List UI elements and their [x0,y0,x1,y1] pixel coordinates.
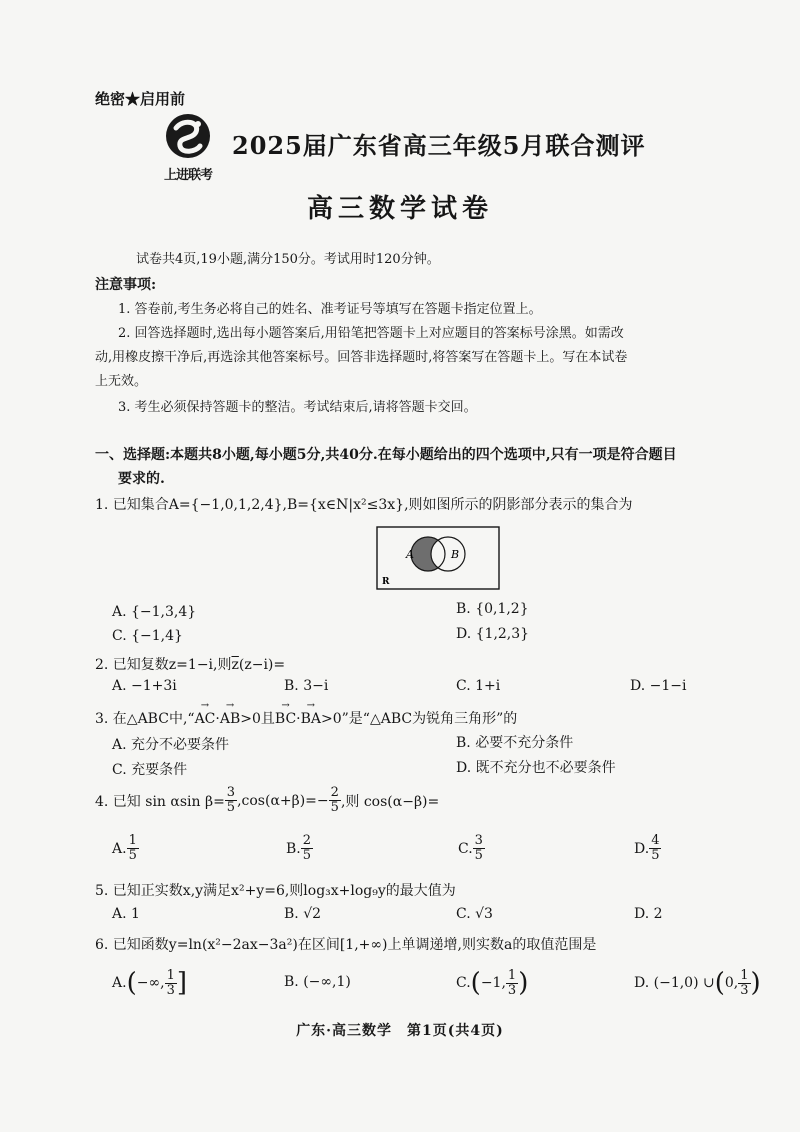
vector-bc: → BC [275,711,296,727]
q4-fraction-1 [225,786,237,815]
q2-option-c: C. 1+i [456,678,501,694]
q3-dot-1: · [215,711,220,727]
fraction-denominator: 5 [651,848,660,863]
fraction-numerator: 1 [128,833,137,848]
option-label: B. [286,840,301,857]
fraction-denominator: 3 [740,982,749,998]
question-5-stem: 5. 已知正实数x,y满足x²+y=6,则log₃x+log₉y的最大值为 [95,883,456,899]
question-2-stem [95,654,285,674]
q4-option-a [112,834,139,863]
exam-logo [158,112,218,184]
fraction-numerator: 1 [740,967,749,983]
interval-bracket: ) [750,968,761,998]
interval-bracket: ] [176,968,187,998]
question-3-stem [95,708,517,728]
q6-option-c [456,968,528,998]
q3-option-d: D. 既不充分也不必要条件 [456,760,616,776]
q3-option-a: A. 充分不必要条件 [112,737,230,753]
q4-fraction-2 [329,786,341,815]
q3-part-3: >0”是“△ABC为锐角三角形”的 [321,711,518,727]
q4-option-c-fraction [473,834,485,863]
option-label: C. [456,975,471,991]
q3-option-c: C. 充要条件 [112,762,188,778]
interval-bracket: ( [470,968,481,998]
interval-text: −1, [480,975,506,991]
vector-ba: → BA [301,711,321,727]
fraction-numerator: 2 [302,833,312,848]
fraction-denominator: 5 [226,800,236,815]
q6-option-a [112,968,187,998]
question-4-stem [95,786,439,815]
q4-part-2: ,cos(α+β)=− [237,792,329,809]
option-label: A. [112,840,127,857]
q1-option-b: B. {0,1,2} [456,601,529,617]
logo-icon [158,112,218,164]
option-label: D. [634,840,650,857]
fraction-denominator: 5 [128,848,137,863]
note-2-line-1: 2. 回答选择题时,选出每小题答案后,用铅笔把答题卡上对应题目的答案标号涂黑。如需改 [118,326,624,341]
venn-label-b: B [451,548,460,561]
q4-option-b-fraction [301,834,313,863]
fraction-denominator: 3 [166,982,175,998]
q6-option-a-fraction [165,969,177,998]
q5-option-a: A. 1 [112,906,140,922]
interval-bracket: ( [126,968,137,998]
q5-option-c: C. √3 [456,906,493,922]
q2-option-a: A. −1+3i [112,678,177,694]
note-2-line-2: 动,用橡皮擦干净后,再选涂其他答案标号。回答非选择题时,将答案写在答题卡上。写在本试卷 [95,350,628,365]
q2-stem-pre: 2. 已知复数z=1−i,则 [95,657,232,673]
q4-option-d [634,834,661,863]
option-label: A. [112,975,127,991]
q1-option-c: C. {−1,4} [112,628,183,644]
fraction-numerator: 1 [507,967,517,983]
q4-option-a-fraction [127,834,139,863]
fraction-denominator: 5 [474,848,483,863]
q5-option-b: B. √2 [284,906,322,922]
q2-z-conjugate: $\overline{z}$ [231,657,239,673]
q6-option-d-fraction [738,969,750,998]
q6-option-d [634,968,761,998]
option-label: C. [458,840,473,857]
venn-label-a: A [406,548,414,561]
option-label: D. (−1,0) ∪ [634,975,715,991]
q2-option-d: D. −1−i [630,678,687,694]
page-footer: 广东·高三数学 第1页(共4页) [296,1023,504,1039]
q4-option-b [286,834,313,863]
q6-option-c-fraction [506,969,518,998]
q1-option-a: A. {−1,3,4} [112,604,197,620]
venn-label-r: R [382,577,390,587]
vector-ab: → AB [220,711,240,727]
fraction-denominator: 5 [302,848,312,863]
fraction-numerator: 3 [226,785,236,800]
question-1-stem: 1. 已知集合A={−1,0,1,2,4},B={x∈N|x²≤3x},则如图所示的阴影部分表示的集合为 [95,497,633,513]
interval-bracket: ) [518,968,529,998]
q6-option-b: B. (−∞,1) [284,974,351,990]
notes-title: 注意事项: [95,277,157,293]
interval-text: 0, [724,975,739,991]
venn-diagram [376,526,500,590]
subject-title: 高三数学试卷 [306,194,493,224]
question-6-stem: 6. 已知函数y=ln(x²−2ax−3a²)在区间[1,+∞)上单调递增,则实数a的取值范围是 [95,937,597,953]
exam-title: 2025届广东省高三年级5月联合测评 [232,131,646,160]
fraction-numerator: 2 [330,785,339,800]
q3-dot-2: · [296,711,301,727]
q4-option-c [458,834,485,863]
q4-option-d-fraction [649,834,661,863]
section-1-heading-line-2: 要求的. [118,471,165,487]
fraction-denominator: 3 [507,982,517,998]
note-2-line-3: 上无效。 [95,374,148,389]
logo-text: 上进联考 [163,168,212,183]
fraction-numerator: 1 [166,967,175,983]
note-3: 3. 考生必须保持答题卡的整洁。考试结束后,请将答题卡交回。 [118,400,477,415]
q5-option-d: D. 2 [634,906,663,922]
note-1: 1. 答卷前,考生务必将自己的姓名、准考证号等填写在答题卡指定位置上。 [118,302,542,317]
fraction-numerator: 4 [651,833,660,848]
q2-option-b: B. 3−i [284,678,329,694]
vector-ac: → AC [195,711,216,727]
fraction-denominator: 5 [330,800,339,815]
q3-option-b: B. 必要不充分条件 [456,735,574,751]
q1-option-d: D. {1,2,3} [456,626,530,642]
section-1-heading-line-1: 一、选择题:本题共8小题,每小题5分,共40分.在每小题给出的四个选项中,只有一项是符合题目 [95,447,677,463]
confidential-label: 绝密★启用前 [95,90,186,108]
q3-part-2: >0且 [240,711,275,727]
q4-part-1: 4. 已知 sin αsin β= [95,793,225,810]
q4-part-3: ,则 cos(α−β)= [340,793,440,810]
interval-bracket: ( [714,968,725,998]
q3-part-1: 3. 在△ABC中,“ [95,711,195,727]
q2-stem-post: (z−i)= [238,657,286,673]
fraction-numerator: 3 [474,833,483,848]
exam-summary: 试卷共4页,19小题,满分150分。考试用时120分钟。 [136,252,440,267]
interval-text: −∞, [136,975,165,991]
